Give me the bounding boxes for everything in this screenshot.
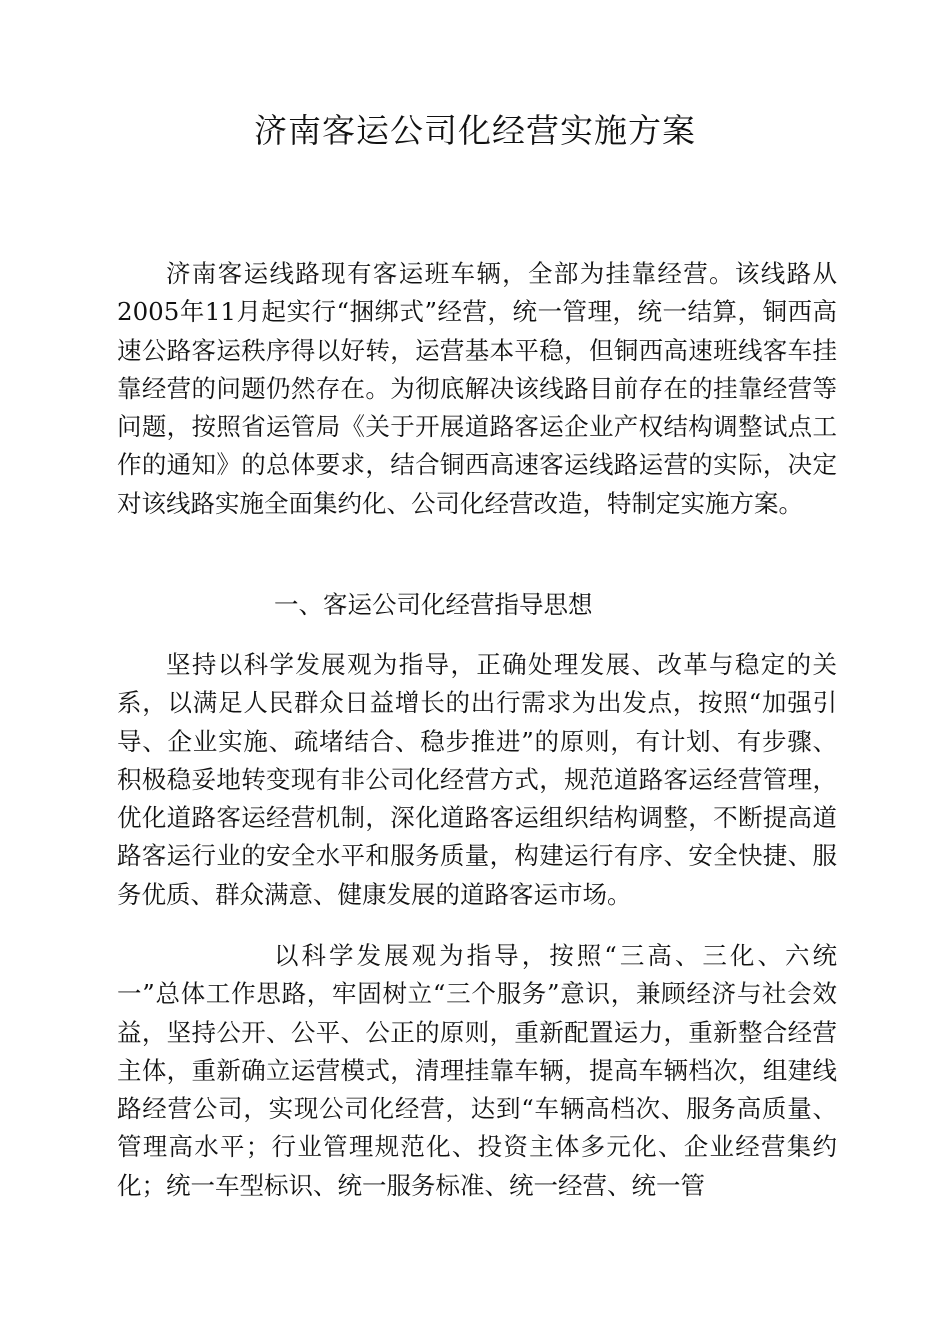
work-approach-paragraph: 以科学发展观为指导，按照“三高、三化、六统一”总体工作思路，牢固树立“三个服务”意识，兼顾经济与社会效益，坚持公开、公平、公正的原则，重新配置运力，重新整合经营主体，重新确立运营模式，清理挂靠车辆，提高车辆档次，组建线路经营公司，实现公司化经营，达到“车辆高档次、服务高质量、管理高水平；行业管理规范化、投资主体多元化、企业经营集约化；统一车型标识、统一服务标准、统一经营、统一管 (117, 941, 837, 1200)
intro-paragraph: 济南客运线路现有客运班车辆，全部为挂靠经营。该线路从2005年11月起实行“捆绑式”经营，统一管理，统一结算，铜西高速公路客运秩序得以好转，运营基本平稳，但铜西高速班线客车挂靠经营的问题仍然存在。为彻底解决该线路目前存在的挂靠经营等问题，按照省运管局《关于开展道路客运企业产权结构调整试点工作的通知》的总体要求，结合铜西高速客运线路运营的实际，决定对该线路实施全面集约化、公司化经营改造，特制定实施方案。 (117, 259, 837, 518)
document-title: 济南客运公司化经营实施方案 (254, 111, 696, 150)
section-heading-guiding-ideology: 一、客运公司化经营指导思想 (274, 590, 593, 619)
guiding-ideology-paragraph: 坚持以科学发展观为指导，正确处理发展、改革与稳定的关系，以满足人民群众日益增长的出行需求为出发点，按照“加强引导、企业实施、疏堵结合、稳步推进”的原则，有计划、有步骤、积极稳妥地转变现有非公司化经营方式，规范道路客运经营管理，优化道路客运经营机制，深化道路客运组织结构调整，不断提高道路客运行业的安全水平和服务质量，构建运行有序、安全快捷、服务优质、群众满意、健康发展的道路客运市场。 (117, 650, 837, 909)
